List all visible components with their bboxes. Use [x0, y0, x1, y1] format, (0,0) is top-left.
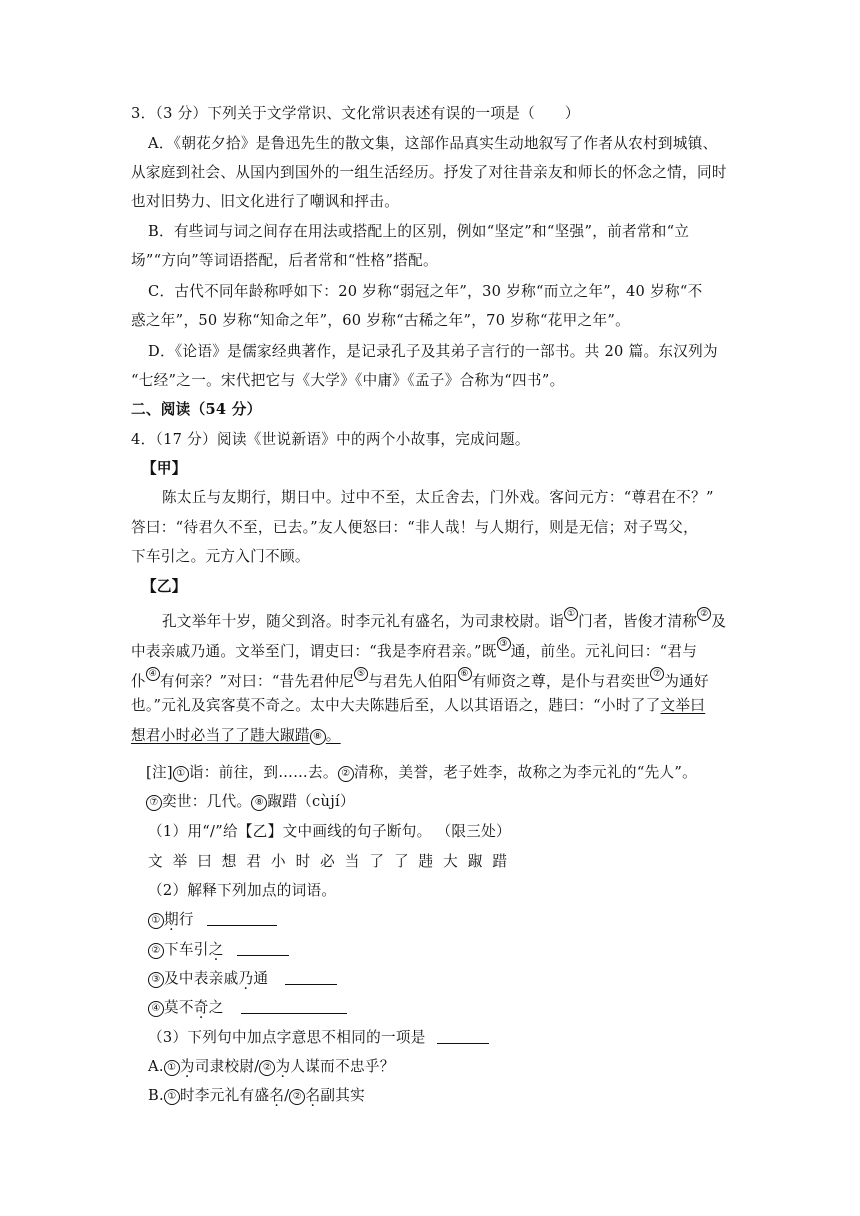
text-segment: 之: [208, 999, 224, 1016]
text-segment: 时李元礼有盛: [179, 1087, 270, 1104]
text-segment: （3）下列句中加点字意思不相同的一项是: [148, 1029, 426, 1046]
q3-option-d-line2: “七经”之一。宋代把它与《大学》《中庸》《孟子》合称为“四书”。: [131, 372, 565, 389]
passage-yi-line2: [131, 636, 697, 662]
text-segment: 通: [253, 970, 269, 987]
passage-yi-line1: [162, 606, 726, 632]
text-segment: 及: [711, 612, 727, 630]
q3-option-a-line2: 从家庭到社会、从国内到国外的一组生活经历。抒发了对往昔亲友和师长的怀念之情，同时: [131, 164, 727, 181]
passage-jia-line2: 答曰：“待君久不至，已去。”友人便怒曰：“非人哉！与人期行，则是无信；对子骂父，: [131, 519, 699, 536]
text-segment: 副其实: [320, 1087, 366, 1104]
text-segment: 也。”元礼及宾客莫不奇之。太中大夫陈韪后至，人以其语语之，韪曰：“小时了了: [131, 697, 661, 714]
note-text: 奕世：几代。: [162, 793, 252, 810]
q3-option-d-line1: D．《论语》是儒家经典著作，是记录孔子及其弟子言行的一部书。共 20 篇。东汉列为: [148, 343, 718, 360]
text-segment: 行: [178, 911, 194, 928]
text-segment: 仆: [131, 672, 146, 690]
text-segment: 有师资之尊，是仆与君奕世: [471, 672, 651, 690]
item-number: ②: [148, 943, 164, 959]
note-text: 清称，美誉，老子姓李，故称之为李元礼的“先人”。: [353, 764, 698, 781]
item-number: ①: [164, 1089, 180, 1105]
text-segment: 。: [325, 727, 341, 744]
passage-jia-line3: 下车引之。元方入门不顾。: [131, 548, 310, 565]
text-segment: 中表亲戚乃通。文举至门，谓吏曰：“我是李府君亲。”既: [131, 642, 497, 660]
note-marker: ⑤: [354, 667, 368, 681]
answer-blank[interactable]: [241, 999, 347, 1014]
choice-b: [148, 1086, 365, 1106]
text-segment: 及中表亲戚: [164, 970, 239, 987]
text-segment: 司隶校尉/: [194, 1058, 260, 1075]
notes-line2: [146, 792, 355, 812]
passage-jia-line1: 陈太丘与友期行，期日中。过中不至，太丘舍去，门外戏。客问元方：“尊君在不？”: [162, 489, 714, 506]
text-segment: 想君小时必当了了韪大踧踖: [131, 727, 310, 744]
note-marker: ⑧: [310, 729, 326, 745]
passage-jia-label: 【甲】: [142, 460, 187, 477]
q3-option-c-line1: C．古代不同年龄称呼如下：20 岁称“弱冠之年”，30 岁称“而立之年”，40 岁称“不: [148, 283, 703, 300]
passage-yi-line5: [131, 726, 341, 746]
q3-option-b-line2: 场”“方向”等词语搭配，后者常和“性格”搭配。: [131, 252, 438, 269]
note-text: 诣：前往，到……去。: [188, 764, 338, 781]
note-marker: ①: [564, 607, 578, 621]
notes-label: [注]: [146, 764, 173, 781]
note-marker: ⑥: [458, 667, 472, 681]
text-segment: 通，前坐。元礼问曰：“君与: [510, 642, 698, 660]
choice-letter: B.: [148, 1087, 164, 1104]
q3-option-b-line1: B．有些词与词之间存在用法或搭配上的区别，例如“坚定”和“坚强”，前者常和“立: [148, 223, 690, 240]
sub-question-1-text: 文举曰想君小时必当了了韪大踧踖: [148, 853, 517, 870]
q3-option-a-line1: A．《朝花夕拾》是鲁迅先生的散文集，这部作品真实生动地叙写了作者从农村到城镇、: [148, 135, 718, 152]
section-heading: 二、阅读（54 分）: [131, 401, 262, 418]
note-marker: ⑦: [650, 667, 664, 681]
q4-stem: 4．（17 分）阅读《世说新语》中的两个小故事，完成问题。: [131, 431, 530, 448]
answer-blank[interactable]: [437, 1029, 489, 1044]
note-marker: ⑦: [146, 795, 162, 811]
choice-a: [148, 1057, 395, 1077]
note-marker: ③: [497, 637, 511, 651]
dotted-char: 名: [305, 1087, 321, 1104]
q3-stem: 3．（3 分）下列关于文学常识、文化常识表述有误的一项是（ ）: [131, 105, 580, 122]
dotted-char: 为: [275, 1058, 291, 1075]
item-number: ①: [164, 1060, 180, 1076]
text-segment: 莫不: [164, 999, 194, 1016]
underlined-sentence: 文举曰: [660, 697, 706, 714]
sub-question-2: （2）解释下列加点的词语。: [148, 882, 337, 899]
text-segment: 与君先人伯阳: [368, 672, 458, 690]
sub-question-1: （1）用“/”给【乙】文中画线的句子断句。 （限三处）: [148, 823, 511, 840]
dotted-char: 名: [269, 1087, 285, 1104]
underlined-sentence: [131, 727, 341, 744]
item-number: ②: [289, 1089, 305, 1105]
dotted-char: 为: [179, 1058, 195, 1075]
text-segment: 人谋而不忠乎？: [290, 1058, 395, 1075]
note-text: 踧踖（cùjí）: [267, 793, 355, 810]
dotted-char: 期: [164, 911, 179, 928]
dotted-char: 乃: [238, 970, 254, 987]
note-marker: ①: [173, 766, 189, 782]
item-number: ④: [148, 1001, 164, 1017]
item-number: ②: [259, 1060, 275, 1076]
text-segment: /: [284, 1087, 290, 1104]
word-item-3: [148, 969, 337, 989]
dotted-char: 之: [208, 941, 224, 958]
passage-yi-line3: [131, 666, 709, 692]
text-segment: 门者，皆俊才清称: [578, 612, 698, 630]
choice-letter: A.: [148, 1058, 164, 1075]
word-item-2: [148, 940, 289, 960]
note-marker: ⑧: [251, 795, 267, 811]
word-item-1: [148, 910, 277, 930]
q3-option-c-line2: 惑之年”，50 岁称“知命之年”，60 岁称“古稀之年”，70 岁称“花甲之年”。: [131, 312, 630, 329]
text-segment: 孔文举年十岁，随父到洛。时李元礼有盛名，为司隶校尉。诣: [162, 612, 565, 630]
text-segment: 下车引: [164, 941, 209, 958]
note-marker: ②: [338, 766, 354, 782]
text-segment: 为通好: [664, 672, 709, 690]
word-item-4: [148, 998, 347, 1018]
answer-blank[interactable]: [237, 941, 289, 956]
note-marker: ②: [697, 607, 711, 621]
item-number: ①: [148, 913, 164, 929]
answer-blank[interactable]: [285, 970, 337, 985]
passage-yi-line4: [131, 696, 705, 716]
dotted-char: 奇: [193, 999, 209, 1016]
answer-blank[interactable]: [207, 911, 277, 926]
item-number: ③: [148, 972, 164, 988]
text-segment: 有何亲？”对曰：“昔先君仲尼: [159, 672, 355, 690]
q3-option-a-line3: 也对旧势力、旧文化进行了嘲讽和抨击。: [131, 193, 400, 210]
passage-yi-label: 【乙】: [142, 578, 187, 595]
note-marker: ④: [146, 667, 160, 681]
notes-line1: [146, 763, 697, 783]
sub-question-3: [148, 1028, 489, 1048]
